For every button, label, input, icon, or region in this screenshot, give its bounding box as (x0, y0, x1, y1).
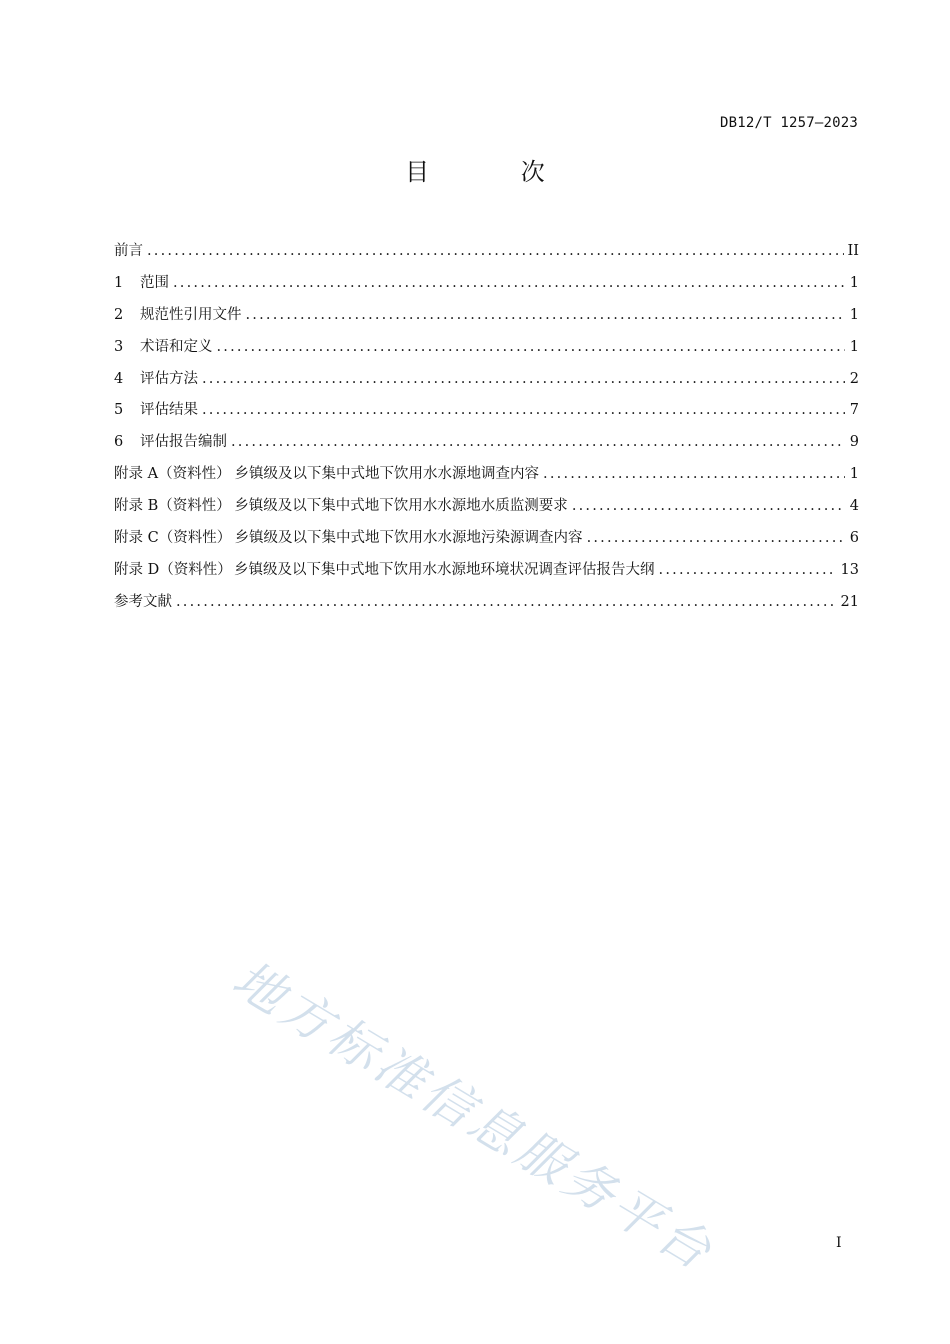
toc-entry-number: 4 (114, 370, 124, 387)
toc-entry-foreword[interactable] (114, 236, 859, 268)
toc-entry-label: 乡镇级及以下集中式地下饮用水水源地污染源调查内容 (234, 530, 583, 547)
toc-entry-prefix: 附录 D（资料性） (114, 561, 232, 578)
toc-entry-assessment-results[interactable] (114, 395, 859, 427)
toc-entry-annex-c[interactable] (114, 523, 859, 555)
toc-leader-dots (246, 300, 846, 332)
toc-entry-terms-definitions[interactable] (114, 332, 859, 364)
toc-entry-label: 规范性引用文件 (140, 306, 242, 323)
toc-entry-normative-references[interactable] (114, 300, 859, 332)
toc-entry-label: 乡镇级及以下集中式地下饮用水水源地环境状况调查评估报告大纲 (234, 561, 655, 578)
toc-leader-dots (202, 395, 845, 427)
toc-entry-page: 13 (840, 561, 859, 578)
toc-leader-dots (231, 427, 845, 459)
toc-entry-label: 乡镇级及以下集中式地下饮用水水源地调查内容 (234, 466, 540, 483)
toc-entry-page: 1 (849, 466, 859, 483)
toc-leader-dots (202, 364, 845, 396)
toc-entry-annex-a[interactable] (114, 459, 859, 491)
toc-entry-page: 1 (849, 338, 859, 355)
toc-entry-prefix: 附录 B（资料性） (114, 498, 231, 515)
toc-entry-annex-d[interactable] (114, 555, 859, 587)
toc-leader-dots (659, 555, 837, 587)
toc-entry-label: 评估结果 (140, 402, 198, 419)
toc-entry-assessment-method[interactable] (114, 364, 859, 396)
toc-entry-prefix: 附录 C（资料性） (114, 530, 232, 547)
toc-leader-dots (587, 523, 845, 555)
standard-code: DB12/T 1257—2023 (719, 115, 858, 131)
toc-entry-number: 1 (114, 274, 124, 291)
toc-leader-dots (217, 332, 846, 364)
page-title: 目 次 (405, 158, 587, 186)
toc-entry-page: 9 (849, 434, 859, 451)
toc-entry-page: 21 (840, 593, 859, 610)
toc-entry-label: 参考文献 (114, 593, 172, 610)
toc-entry-scope[interactable] (114, 268, 859, 300)
toc-leader-dots (147, 236, 844, 268)
toc-entry-page: 7 (849, 402, 859, 419)
toc-entry-label: 评估方法 (140, 370, 198, 387)
toc-entry-page: 1 (849, 306, 859, 323)
toc-entry-number: 5 (114, 402, 124, 419)
watermark: 地方标准信息服务平台 (223, 949, 725, 1283)
toc-entry-prefix: 附录 A（资料性） (114, 466, 231, 483)
toc-entry-page: 1 (849, 274, 859, 291)
toc-entry-report-compilation[interactable] (114, 427, 859, 459)
toc-leader-dots (173, 268, 845, 300)
toc-leader-dots (572, 491, 845, 523)
page-number: I (836, 1235, 842, 1251)
toc-entry-number: 3 (114, 338, 124, 355)
toc-entry-label: 乡镇级及以下集中式地下饮用水水源地水质监测要求 (234, 498, 568, 515)
table-of-contents (114, 236, 859, 619)
toc-entry-bibliography[interactable] (114, 587, 859, 619)
toc-leader-dots (543, 459, 845, 491)
toc-entry-number: 6 (114, 434, 124, 451)
toc-entry-label: 前言 (114, 243, 143, 259)
toc-entry-label: 评估报告编制 (140, 434, 227, 451)
toc-leader-dots (176, 587, 837, 619)
toc-entry-label: 范围 (140, 274, 169, 291)
toc-entry-annex-b[interactable] (114, 491, 859, 523)
toc-entry-page: II (847, 243, 859, 259)
toc-entry-number: 2 (114, 306, 124, 323)
toc-entry-label: 术语和定义 (140, 338, 213, 355)
toc-entry-page: 4 (849, 498, 859, 515)
toc-entry-page: 2 (849, 370, 859, 387)
toc-entry-page: 6 (849, 530, 859, 547)
